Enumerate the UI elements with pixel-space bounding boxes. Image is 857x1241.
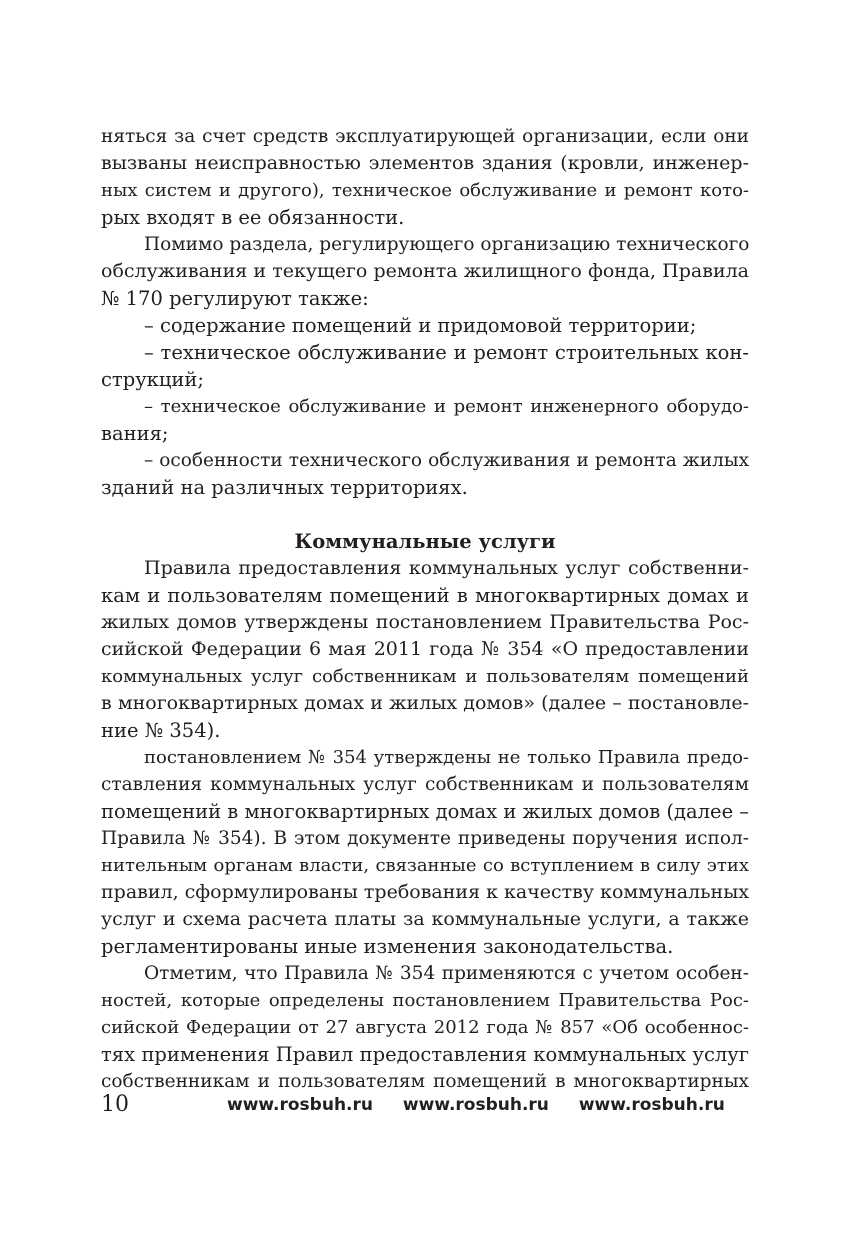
footer-link[interactable]: www.rosbuh.ru (402, 1095, 549, 1115)
list-item (101, 447, 749, 501)
text-line: Отметим, что Правила № 354 применяются с учетом особен- (144, 963, 749, 984)
text-line: – техническое обслуживание и ремонт строительных кон- (144, 341, 749, 364)
paragraph (101, 123, 749, 231)
page-number: 10 (101, 1092, 129, 1117)
text-line: зданий на различных территориях. (101, 476, 468, 499)
text-line: тях применения Правил предоставления коммунальных услуг (101, 1043, 749, 1066)
text-line: няться за счет средств эксплуатирующей организации, если они (101, 126, 749, 147)
text-line: Правила предоставления коммунальных услуг собственни- (144, 557, 749, 579)
text-line: нительным органам власти, связанные со вступлением в силу этих (101, 855, 749, 876)
text-line: коммунальных услуг собственникам и пользователям помещений (101, 666, 749, 687)
text-line: сийской Федерации от 27 августа 2012 года № 857 «Об особеннос- (101, 1017, 749, 1038)
text-line: ставления коммунальных услуг собственникам и пользователям (101, 774, 749, 795)
paragraph (101, 231, 749, 312)
text-line: помещений в многоквартирных домах и жилых домов (далее – (101, 800, 750, 823)
text-line: вания; (101, 422, 169, 445)
text-line: – техническое обслуживание и ремонт инженерного оборудо- (144, 396, 749, 417)
page-body (101, 123, 749, 1095)
section-title: Коммунальные услуги (294, 530, 556, 553)
text-line: собственникам и пользователям помещений в многоквартирных (101, 1071, 749, 1092)
text-line: ных систем и другого), техническое обслуживание и ремонт кото- (101, 180, 749, 201)
list-item (101, 339, 749, 393)
text-line: постановлением № 354 утверждены не только Правила предо- (144, 747, 749, 768)
text-line: регламентированы иные изменения законодательства. (101, 935, 674, 958)
page-footer (101, 1091, 749, 1119)
paragraph (101, 555, 749, 744)
paragraph (101, 744, 749, 960)
text-line: услуг и схема расчета платы за коммунальные услуги, а также (101, 908, 749, 930)
text-line: ностей, которые определены постановлением Правительства Рос- (101, 990, 749, 1011)
text-line: в многоквартирных домах и жилых домов» (далее – постановле- (101, 692, 749, 714)
text-line: жилых домов утверждены постановлением Правительства Рос- (101, 611, 749, 633)
text-line: № 170 регулируют также: (101, 287, 369, 310)
text-line: Правила № 354). В этом документе приведены поручения испол- (101, 828, 749, 849)
text-line: Помимо раздела, регулирующего организацию технического (144, 234, 750, 255)
text-line: – содержание помещений и придомовой территории; (144, 314, 697, 337)
text-line: сийской Федерации 6 мая 2011 года № 354 «О предоставлении (101, 638, 749, 660)
text-line: вызваны неисправностью элементов здания (кровли, инженер- (101, 152, 749, 174)
text-line: рых входят в ее обязанности. (101, 206, 405, 229)
footer-links (227, 1091, 725, 1119)
text-line: ние № 354). (101, 719, 221, 742)
list-item (101, 312, 749, 339)
text-line: струкций; (101, 368, 204, 391)
text-line: правил, сформулированы требования к качеству коммунальных (101, 881, 750, 903)
footer-link[interactable]: www.rosbuh.ru (578, 1095, 725, 1115)
paragraph (101, 960, 749, 1095)
text-line: – особенности технического обслуживания и ремонта жилых (144, 450, 749, 471)
footer-link[interactable]: www.rosbuh.ru (227, 1095, 373, 1115)
text-line: обслуживания и текущего ремонта жилищного фонда, Правила (101, 260, 749, 282)
text-line: кам и пользователям помещений в многоквартирных домах и (101, 584, 749, 607)
list-item (101, 393, 749, 447)
